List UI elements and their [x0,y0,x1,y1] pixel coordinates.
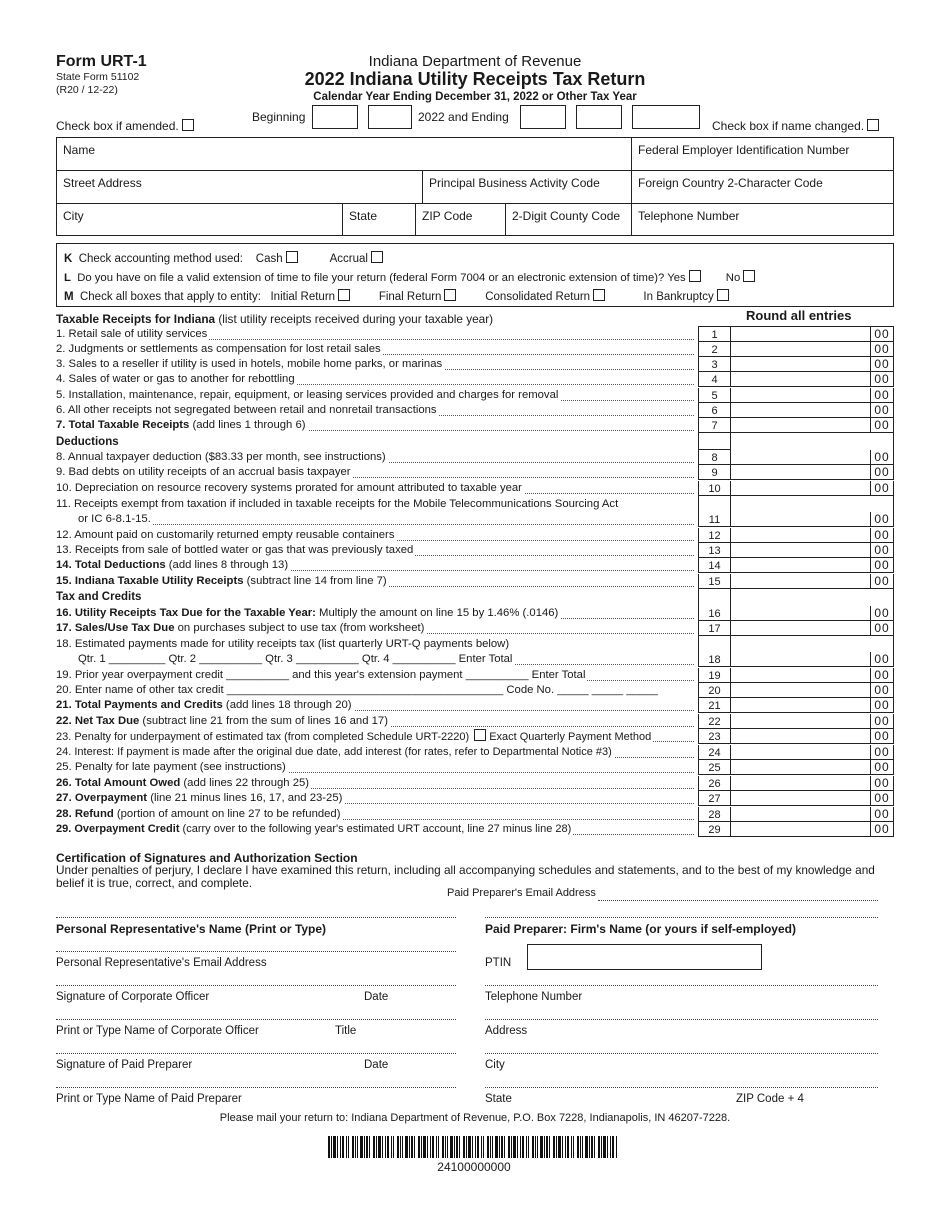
line-27-note: (line 21 minus lines 16, 17, and 23-25) [147,792,343,804]
line-18-label: 18. Estimated payments made for utility receipts tax (list quarterly URT-Q payments below) [56,638,510,650]
question-l [64,270,755,284]
exact-quarterly-checkbox[interactable] [474,729,486,741]
line-24-number: 24 [698,745,730,760]
no-label: No [725,272,741,284]
line-27-amount[interactable] [730,791,870,806]
barcode [328,1136,620,1158]
line-14-cents: 00 [870,558,894,573]
line-26 [56,776,698,791]
line-22-number: 22 [698,714,730,729]
line-8-label: 8. Annual taxpayer deduction ($83.33 per month, see instructions) [56,451,386,463]
name-changed-checkbox[interactable] [867,119,879,131]
line-2 [56,342,698,357]
line-8-cents: 00 [870,450,894,465]
line-10-amount[interactable] [730,481,870,496]
telephone-field[interactable] [631,203,894,236]
bankruptcy-label: In Bankruptcy [643,291,714,303]
ptin-label: PTIN [485,957,512,969]
line-19-number: 19 [698,668,730,683]
section-taxable-title: Taxable Receipts for Indiana [56,312,216,326]
page-subtitle: Calendar Year Ending December 31, 2022 or Other Tax Year [313,91,637,103]
final-return-label: Final Return [378,291,442,303]
line-4-amount[interactable] [730,372,870,387]
line-25-number: 25 [698,760,730,775]
pbac-field[interactable] [422,170,632,204]
line-4-label: 4. Sales of water or gas to another for rebottling [56,373,295,385]
line-29-amount[interactable] [730,822,870,837]
line-29-number: 29 [698,822,730,837]
line-27-cents: 00 [870,791,894,806]
ptin-input[interactable] [527,944,762,970]
country-code-field[interactable] [631,170,894,204]
line-20-cents: 00 [870,683,894,698]
line-8-amount[interactable] [730,450,870,465]
line-28-cents: 00 [870,807,894,822]
question-k-text: Check accounting method used: [78,253,243,265]
line-22-amount[interactable] [730,714,870,729]
preparer-name-line[interactable] [56,1087,456,1088]
preparer-name-label: Print or Type Name of Paid Preparer [56,1093,242,1105]
preparer-phone-label: Telephone Number [485,991,583,1003]
line-11-label: 11. Receipts exempt from taxation if included in taxable receipts for the Mobile Telecommunications Sourcing Act [56,498,619,510]
line-9-amount[interactable] [730,465,870,480]
pbac-label: Principal Business Activity Code [429,176,600,190]
line-1 [56,327,698,342]
line-6-number: 6 [698,403,730,418]
line-18-cents: 00 [870,652,894,667]
line-1-cents: 00 [870,327,894,342]
line-19-cents: 00 [870,668,894,683]
officer-date-label: Date [364,991,389,1003]
final-return-checkbox[interactable] [444,289,456,301]
yes-checkbox[interactable] [689,270,701,282]
line-16-cents: 00 [870,606,894,621]
line-29 [56,822,698,837]
zip-field[interactable] [415,203,506,236]
line-21 [56,698,698,713]
state-label: State [349,209,378,223]
line-9-label: 9. Bad debts on utility receipts of an accrual basis taxpayer [56,466,351,478]
section-taxable-receipts [56,312,493,326]
line-16-note: Multiply the amount on line 15 by 1.46% (.0146) [315,607,559,619]
section-taxable-note: (list utility receipts received during your taxable year) [215,312,494,326]
ending-day-box[interactable] [576,105,622,129]
line-9-cents: 00 [870,465,894,480]
line-26-label: 26. Total Amount Owed [56,777,181,789]
certification-text: Under penalties of perjury, I declare I have examined this return, including all accompanying schedules and statements, and to the best of my knowledge and belief it is true, correct, and complete. [56,863,875,890]
line-3-cents: 00 [870,357,894,372]
amended-row [56,119,194,133]
line-18-quarters: Qtr. 1 _________ Qtr. 2 __________ Qtr. 3 __________ Qtr. 4 __________ Enter Total [56,653,514,665]
initial-return-checkbox[interactable] [338,289,350,301]
form-id: Form URT-1 [56,53,147,70]
line-6-cents: 00 [870,403,894,418]
line-5 [56,388,698,403]
question-m-letter: M [64,291,74,303]
no-checkbox[interactable] [743,270,755,282]
line-29-label: 29. Overpayment Credit [56,823,180,835]
preparer-state-line[interactable] [485,1087,878,1088]
line-18-spacer-amt [730,636,894,652]
line-26-cents: 00 [870,776,894,791]
line-11-number: 11 [698,512,730,527]
line-12-amount[interactable] [730,528,870,543]
officer-signature-label: Signature of Corporate Officer [56,991,210,1003]
line-23-cents: 00 [870,729,894,744]
line-4-cents: 00 [870,372,894,387]
line-15-number: 15 [698,574,730,589]
officer-signature-line[interactable] [56,985,456,986]
line-8 [56,450,698,465]
state-field[interactable] [342,203,416,236]
line-17 [56,621,698,636]
line-12-label: 12. Amount paid on customarily returned empty reusable containers [56,529,395,541]
name-label: Name [63,143,96,157]
line-25-cents: 00 [870,760,894,775]
line-4-number: 4 [698,372,730,387]
line-28-note: (portion of amount on line 27 to be refunded) [113,808,341,820]
line-5-label: 5. Installation, maintenance, repair, equipment, or leasing services provided and charges for removal [56,389,559,401]
line-13-cents: 00 [870,543,894,558]
line-14 [56,558,698,573]
initial-return-label: Initial Return [270,291,336,303]
line-17-label: 17. Sales/Use Tax Due [56,622,175,634]
line-18 [56,652,698,667]
line-20-number: 20 [698,683,730,698]
line-15-note: (subtract line 14 from line 7) [243,575,387,587]
rep-name-label: Personal Representative's Name (Print or Type) [56,922,327,936]
line-7-note: (add lines 1 through 6) [189,419,306,431]
line-22-note: (subtract line 21 from the sum of lines 16 and 17) [139,715,388,727]
line-5-cents: 00 [870,388,894,403]
tax-spacer-num [698,589,730,606]
zip-label: ZIP Code [422,209,473,223]
telephone-label: Telephone Number [638,209,740,223]
line-2-amount[interactable] [730,342,870,357]
line-11-cents: 00 [870,512,894,527]
line-25-label: 25. Penalty for late payment (see instructions) [56,761,286,773]
line-21-amount[interactable] [730,698,870,713]
line-23-label: 23. Penalty for underpayment of estimated tax (from completed Schedule URT-2220) [56,731,470,743]
line-7-cents: 00 [870,418,894,433]
city-field[interactable] [56,203,343,236]
preparer-zip-label: ZIP Code + 4 [736,1093,804,1105]
line-21-label: 21. Total Payments and Credits [56,699,223,711]
line-22 [56,714,698,729]
line-2-number: 2 [698,342,730,357]
line-7-amount[interactable] [730,418,870,433]
line-26-note: (add lines 22 through 25) [180,777,310,789]
line-17-amount[interactable] [730,621,870,636]
and-ending-label: 2022 and Ending [418,110,509,124]
deductions-spacer-amt [730,433,894,450]
line-10-cents: 00 [870,481,894,496]
line-6 [56,403,698,418]
preparer-email-label: Paid Preparer's Email Address [447,887,596,899]
officer-title-label: Title [335,1025,357,1037]
question-k-letter: K [64,253,73,265]
question-l-text: Do you have on file a valid extension of time to file your return (federal Form 7004 or an electronic extension of time)? [77,272,665,284]
line-6-amount[interactable] [730,403,870,418]
line-3-number: 3 [698,357,730,372]
line-11 [56,512,698,527]
fein-field[interactable] [631,137,894,171]
line-22-cents: 00 [870,714,894,729]
line-18-spacer-num [698,636,730,652]
round-all-entries: Round all entries [746,308,852,323]
exact-quarterly-label: Exact Quarterly Payment Method [489,731,652,743]
line-3-label: 3. Sales to a reseller if utility is used in hotels, mobile home parks, or marinas [56,358,443,370]
name-changed-label: Check box if name changed. [712,119,865,133]
line-22-label: 22. Net Tax Due [56,715,140,727]
line-23-number: 23 [698,729,730,744]
county-code-field[interactable] [505,203,632,236]
firm-name-line[interactable] [485,917,878,918]
section-deductions: Deductions [56,436,119,448]
rep-email-line[interactable] [56,951,456,952]
taxpayer-info-grid [56,137,894,236]
name-changed-row [712,119,879,133]
question-l-letter: L [64,272,71,284]
line-20 [56,683,698,698]
line-7-number: 7 [698,418,730,433]
preparer-city-label: City [485,1059,505,1071]
line-21-note: (add lines 18 through 20) [222,699,352,711]
line-18-amount[interactable] [730,652,870,667]
barcode-number: 24100000000 [437,1160,511,1174]
line-3-amount[interactable] [730,357,870,372]
line-7 [56,418,698,433]
line-11-spacer-amt [730,496,894,512]
line-25-amount[interactable] [730,760,870,775]
line-12 [56,528,698,543]
revision-code: (R20 / 12-22) [56,84,118,96]
line-24 [56,745,698,760]
line-28-label: 28. Refund [56,808,114,820]
line-1-amount[interactable] [730,327,870,342]
line-10-number: 10 [698,481,730,496]
line-9 [56,465,698,480]
line-8-number: 8 [698,450,730,465]
consolidated-return-label: Consolidated Return [485,291,591,303]
line-11-amount[interactable] [730,512,870,527]
line-17-note: on purchases subject to use tax (from worksheet) [174,622,425,634]
officer-name-label: Print or Type Name of Corporate Officer [56,1025,259,1037]
line-15 [56,574,698,589]
line-14-amount[interactable] [730,558,870,573]
state-form-number: State Form 51102 [56,71,140,83]
preparer-address-label: Address [485,1025,528,1037]
question-m [64,289,729,303]
deductions-spacer-num [698,433,730,450]
certification-heading: Certification of Signatures and Authorization Section [56,851,358,865]
accrual-checkbox[interactable] [371,251,383,263]
line-13-amount[interactable] [730,543,870,558]
line-28-amount[interactable] [730,807,870,822]
page-title: 2022 Indiana Utility Receipts Tax Return [304,69,646,89]
line-27 [56,791,698,806]
line-29-cents: 00 [870,822,894,837]
line-2-label: 2. Judgments or settlements as compensation for lost retail sales [56,343,381,355]
line-18-number: 18 [698,652,730,667]
line-24-cents: 00 [870,745,894,760]
line-12-cents: 00 [870,528,894,543]
amount-column-top-border [698,326,894,327]
line-17-cents: 00 [870,621,894,636]
line-17-number: 17 [698,621,730,636]
line-6-label: 6. All other receipts not segregated between retail and nonretail transactions [56,404,437,416]
line-14-number: 14 [698,558,730,573]
line-16-amount[interactable] [730,606,870,621]
line-20-label: 20. Enter name of other tax credit ____________________________________________ Code No. _____ _____ _____ [56,684,658,696]
preparer-city-line[interactable] [485,1053,878,1054]
line-28 [56,807,698,822]
preparer-phone-line[interactable] [485,985,878,986]
preparer-signature-label: Signature of Paid Preparer [56,1059,193,1071]
line-23-amount[interactable] [730,729,870,744]
line-10 [56,481,698,496]
tax-spacer-amt [730,589,894,606]
question-m-text: Check all boxes that apply to entity: [79,291,261,303]
line-11-first-row [56,497,698,512]
ending-year-box[interactable] [632,105,700,129]
line-29-note: (carry over to the following year's estimated URT account, line 27 minus line 28) [179,823,572,835]
preparer-address-line[interactable] [485,1019,878,1020]
line-15-amount[interactable] [730,574,870,589]
line-14-note: (add lines 8 through 13) [165,559,289,571]
line-1-number: 1 [698,327,730,342]
line-5-number: 5 [698,388,730,403]
line-16 [56,606,698,621]
county-code-label: 2-Digit County Code [512,209,621,223]
cash-label: Cash [255,253,283,265]
accrual-label: Accrual [329,253,368,265]
name-field[interactable] [56,137,632,171]
line-15-cents: 00 [870,574,894,589]
line-13-number: 13 [698,543,730,558]
line-26-number: 26 [698,776,730,791]
city-label: City [63,209,84,223]
line-21-cents: 00 [870,698,894,713]
line-21-number: 21 [698,698,730,713]
line-11-label-cont: or IC 6-8.1-15. [56,513,153,525]
line-24-amount[interactable] [730,745,870,760]
beginning-month-box[interactable] [312,105,358,129]
line-14-label: 14. Total Deductions [56,559,166,571]
street-label: Street Address [63,176,142,190]
line-20-amount[interactable] [730,683,870,698]
agency-name: Indiana Department of Revenue [368,53,582,70]
line-23 [56,729,698,744]
line-13-label: 13. Receipts from sale of bottled water or gas that was previously taxed [56,544,414,556]
rep-email-label: Personal Representative's Email Address [56,957,267,969]
line-1-label: 1. Retail sale of utility services [56,328,208,340]
line-4 [56,372,698,387]
line-19-label: 19. Prior year overpayment credit __________ and this year's extension payment __________ Enter Total [56,669,586,681]
line-10-label: 10. Depreciation on resource recovery systems prorated for amount attributed to taxable year [56,482,522,494]
line-26-amount[interactable] [730,776,870,791]
line-24-label: 24. Interest: If payment is made after the original due date, add interest (for rates, refer to Departmental Notice #3) [56,746,612,758]
section-tax-credits: Tax and Credits [56,591,142,603]
beginning-day-box[interactable] [368,105,412,129]
mailing-instructions: Please mail your return to: Indiana Department of Revenue, P.O. Box 7228, Indianapolis, IN 46207-7228. [219,1112,731,1124]
line-27-label: 27. Overpayment [56,792,148,804]
line-18-first-row [56,637,698,652]
line-28-number: 28 [698,807,730,822]
line-11-spacer-num [698,496,730,512]
ending-month-box[interactable] [520,105,566,129]
officer-name-line[interactable] [56,1019,456,1020]
question-k [64,251,383,265]
consolidated-return-checkbox[interactable] [593,289,605,301]
firm-name-label: Paid Preparer: Firm's Name (or yours if self-employed) [485,922,796,936]
bankruptcy-checkbox[interactable] [717,289,729,301]
line-25 [56,760,698,775]
line-19 [56,668,698,683]
country-code-label: Foreign Country 2-Character Code [638,176,823,190]
line-16-number: 16 [698,606,730,621]
street-field[interactable] [56,170,423,204]
line-3 [56,357,698,372]
yes-label: Yes [667,272,686,284]
fein-label: Federal Employer Identification Number [638,143,850,157]
cash-checkbox[interactable] [286,251,298,263]
line-7-label: 7. Total Taxable Receipts [56,419,190,431]
line-5-amount[interactable] [730,388,870,403]
line-9-number: 9 [698,465,730,480]
line-27-number: 27 [698,791,730,806]
beginning-label: Beginning [252,110,306,124]
rep-name-line[interactable] [56,917,456,918]
amended-checkbox[interactable] [182,119,194,131]
preparer-date-label: Date [364,1059,389,1071]
line-15-label: 15. Indiana Taxable Utility Receipts [56,575,244,587]
line-12-number: 12 [698,528,730,543]
preparer-state-label: State [485,1093,512,1105]
preparer-email-line[interactable] [598,900,878,901]
amended-label: Check box if amended. [56,119,179,133]
preparer-signature-line[interactable] [56,1053,456,1054]
line-19-amount[interactable] [730,668,870,683]
line-16-label: 16. Utility Receipts Tax Due for the Taxable Year: [56,607,316,619]
line-13 [56,543,698,558]
line-2-cents: 00 [870,342,894,357]
